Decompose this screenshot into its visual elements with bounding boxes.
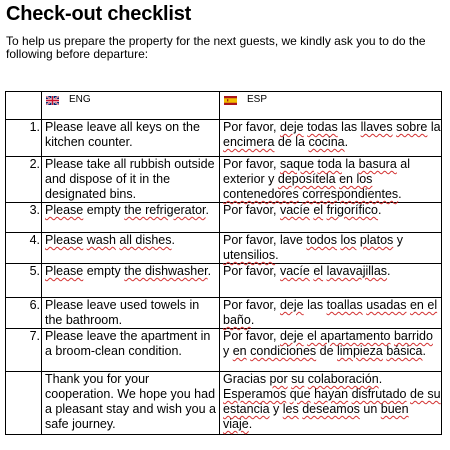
instruction-text: un	[359, 402, 381, 416]
spellcheck-flagged-text: frigorífico	[326, 203, 378, 217]
spellcheck-flagged-text: cocina	[308, 135, 345, 149]
page-title: Check-out checklist	[6, 3, 192, 25]
spanish-instruction	[220, 264, 442, 298]
spellcheck-flagged-text: estancia	[223, 402, 270, 416]
english-instruction	[42, 203, 220, 233]
spellcheck-flagged-text: el apartamento	[307, 329, 391, 343]
english-instruction	[42, 298, 220, 329]
instruction-text: Por favor,	[223, 298, 280, 312]
instruction-text: las	[337, 120, 361, 134]
instruction-text: Por favor,	[223, 203, 280, 217]
english-instruction	[42, 372, 220, 435]
spellcheck-flagged-text: disfrutado	[351, 387, 407, 401]
header-esp-label: ESP	[247, 94, 268, 105]
instruction-text: y	[269, 402, 283, 416]
instruction-text: Please leave used towels in the bathroom.	[45, 298, 200, 327]
instruction-text: Por favor,	[223, 329, 280, 343]
row-number: 7.	[6, 329, 42, 372]
spellcheck-flagged-text: Esperamos	[223, 387, 287, 401]
spellcheck-flagged-text: en los	[339, 172, 373, 186]
spellcheck-flagged-text: el	[313, 264, 324, 278]
spellcheck-flagged-text: Please	[45, 233, 84, 247]
spellcheck-flagged-text: deposítela	[277, 172, 336, 186]
instruction-text: Please leave all keys on the kitchen counter.	[45, 120, 200, 149]
row-number: 4.	[6, 233, 42, 264]
spellcheck-flagged-text: su	[291, 372, 305, 386]
spellcheck-flagged-text: deje	[279, 298, 304, 312]
spellcheck-flagged-text: el	[313, 203, 324, 217]
row-number: 3.	[6, 203, 42, 233]
spellcheck-flagged-text: colaboración	[307, 372, 379, 386]
english-instruction	[42, 233, 220, 264]
instruction-text: Por favor, lave	[223, 233, 307, 247]
spellcheck-flagged-text: sobre	[396, 120, 428, 134]
spellcheck-flagged-text: deje	[279, 329, 304, 343]
spellcheck-flagged-text: por	[269, 372, 288, 386]
intro-paragraph: To help us prepare the property for the next guests, we kindly ask you to do the following before departure:	[6, 34, 426, 61]
spellcheck-flagged-text: utensilios	[223, 248, 276, 262]
instruction-text: la	[341, 157, 359, 171]
spellcheck-flagged-text: condiciones	[250, 344, 317, 358]
spellcheck-flagged-text: lavavajillas	[326, 264, 388, 278]
spellcheck-flagged-text: wash	[86, 233, 116, 247]
instruction-text: de	[316, 344, 337, 358]
english-instruction	[42, 329, 220, 372]
english-instruction	[42, 157, 220, 203]
checklist-row	[6, 298, 442, 329]
spellcheck-flagged-text: Please	[45, 203, 84, 217]
instruction-text: de la	[274, 135, 309, 149]
instruction-text: .	[377, 203, 382, 217]
checklist-table	[5, 91, 442, 435]
spellcheck-flagged-text: correspondientes	[302, 187, 399, 201]
spanish-instruction	[220, 372, 442, 435]
spellcheck-flagged-text: the refrigerator	[124, 203, 206, 217]
spellcheck-flagged-text: vacíe	[279, 264, 310, 278]
spellcheck-flagged-text: Please	[45, 264, 84, 278]
checklist-row	[6, 372, 442, 435]
instruction-text: y	[223, 344, 233, 358]
header-esp-cell	[220, 92, 442, 120]
instruction-text: .	[275, 248, 279, 262]
spellcheck-flagged-text: hayan	[314, 387, 349, 401]
header-eng-cell	[42, 92, 220, 120]
row-number: 2.	[6, 157, 42, 203]
spellcheck-flagged-text: baño	[223, 313, 251, 327]
instruction-text: Please leave the apartment in a broom-clean condition.	[45, 329, 211, 358]
checklist-row	[6, 157, 442, 203]
instruction-text: .	[378, 372, 383, 386]
checklist-row	[6, 329, 442, 372]
spellcheck-flagged-text: básica	[386, 344, 423, 358]
spellcheck-flagged-text: deje	[279, 120, 304, 134]
checklist-row	[6, 120, 442, 157]
spellcheck-flagged-text: encimera	[223, 135, 275, 149]
spanish-instruction	[220, 298, 442, 329]
spanish-instruction	[220, 157, 442, 203]
instruction-text: Por favor,	[223, 264, 280, 278]
checklist-row	[6, 264, 442, 298]
spellcheck-flagged-text: usadas	[366, 298, 407, 312]
instruction-text: la	[427, 120, 441, 134]
spellcheck-flagged-text: basura	[358, 157, 397, 171]
header-eng-label: ENG	[69, 94, 91, 105]
spellcheck-flagged-text: all dishes	[119, 233, 172, 247]
spellcheck-flagged-text: the dishwasher	[124, 264, 208, 278]
spellcheck-flagged-text: saque	[279, 157, 315, 171]
spanish-instruction	[220, 329, 442, 372]
row-number	[6, 372, 42, 435]
row-number: 6.	[6, 298, 42, 329]
spellcheck-flagged-text: buen	[380, 402, 409, 416]
instruction-text: Please take all rubbish outside and dispose of it in the designated bins.	[45, 157, 215, 201]
instruction-text: y	[393, 233, 404, 247]
spellcheck-flagged-text: en el	[409, 298, 438, 312]
spellcheck-flagged-text: toda	[317, 157, 342, 171]
spellcheck-flagged-text: los	[340, 233, 357, 247]
spellcheck-flagged-text: contenedores	[223, 187, 299, 201]
spellcheck-flagged-text: deseamos	[302, 402, 360, 416]
header-num-cell	[6, 92, 42, 120]
instruction-text: .	[398, 187, 402, 201]
english-instruction	[42, 120, 220, 157]
instruction-text: al exterior y	[223, 157, 410, 186]
instruction-text: .	[250, 313, 255, 327]
spellcheck-flagged-text: todos	[306, 233, 337, 247]
spanish-instruction	[220, 120, 442, 157]
spellcheck-flagged-text: les	[282, 402, 299, 416]
instruction-text: .	[422, 344, 426, 358]
instruction-text: .	[205, 203, 210, 217]
instruction-text: Thank you for your cooperation. We hope you had a pleasant stay and wish you a safe journey.	[45, 372, 216, 431]
checklist-row	[6, 203, 442, 233]
instruction-text: .	[248, 417, 253, 431]
spellcheck-flagged-text: que	[289, 387, 311, 401]
spellcheck-flagged-text: viaje	[223, 417, 249, 431]
instruction-text: .	[344, 135, 349, 149]
spanish-instruction	[220, 233, 442, 264]
spellcheck-flagged-text: limpieza	[337, 344, 383, 358]
spellcheck-flagged-text: todas	[307, 120, 338, 134]
spanish-instruction	[220, 203, 442, 233]
instruction-text: empty	[83, 264, 125, 278]
instruction-text: .	[207, 264, 212, 278]
spellcheck-flagged-text: llaves	[360, 120, 393, 134]
instruction-text: las	[303, 298, 327, 312]
spellcheck-flagged-text: toallas	[326, 298, 363, 312]
spellcheck-flagged-text: en	[232, 344, 247, 358]
row-number: 1.	[6, 120, 42, 157]
instruction-text: empty	[83, 203, 125, 217]
spellcheck-flagged-text: vacíe	[279, 203, 310, 217]
instruction-text: Por favor,	[223, 157, 280, 171]
spellcheck-flagged-text: platos	[359, 233, 394, 247]
spellcheck-flagged-text: barrido	[393, 329, 433, 343]
row-number: 5.	[6, 264, 42, 298]
checklist-row	[6, 233, 442, 264]
instruction-text: Gracias	[223, 372, 270, 386]
spellcheck-flagged-text: de su	[410, 387, 441, 401]
instruction-text: Por favor,	[223, 120, 280, 134]
english-instruction	[42, 264, 220, 298]
spain-flag-icon	[224, 96, 237, 105]
instruction-text: .	[387, 264, 391, 278]
instruction-text: .	[171, 233, 175, 247]
uk-flag-icon	[46, 96, 59, 105]
table-header-row	[6, 92, 442, 120]
